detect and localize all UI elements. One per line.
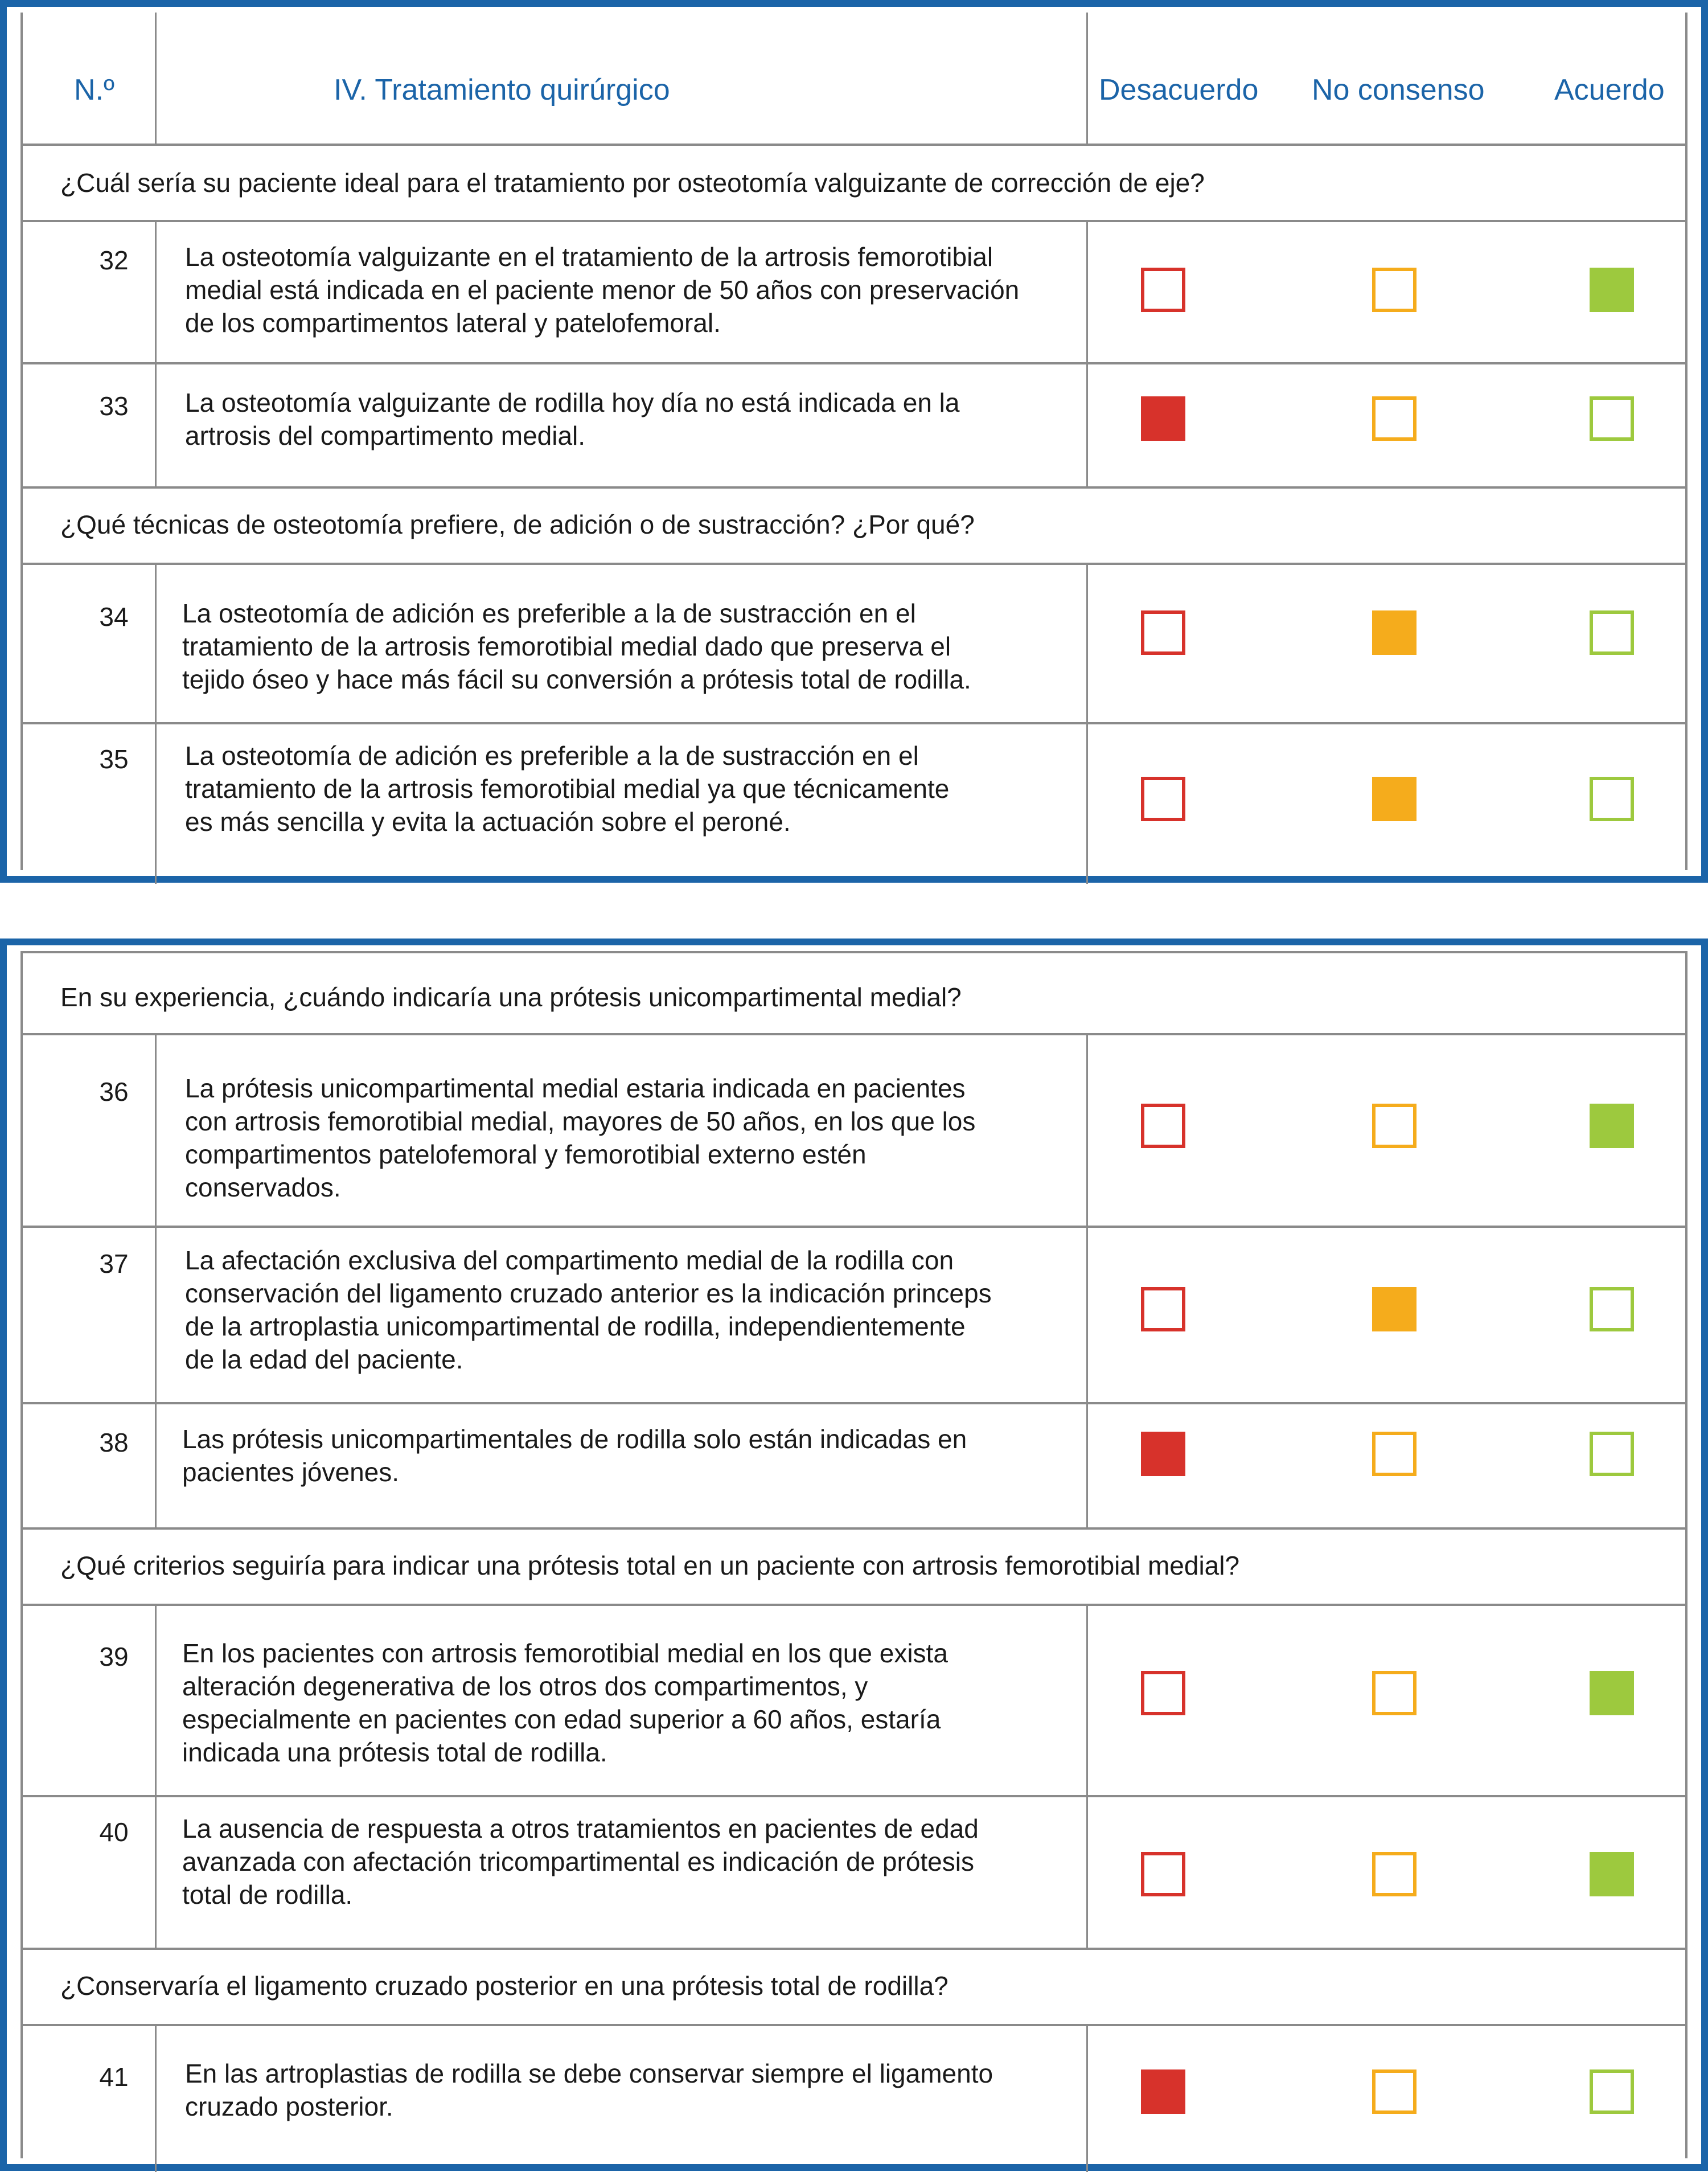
agree-checkbox[interactable] bbox=[1590, 2069, 1634, 2114]
col-divider bbox=[1086, 220, 1088, 486]
statement-number: 39 bbox=[99, 1642, 129, 1671]
statement-text: La prótesis unicompartimental medial estaria indicada en pacientes con artrosis femorotibial medial, mayores de 50 años, en los que los compartimentos patelofemoral y femorotibial externo estén conservados. bbox=[185, 1073, 976, 1202]
row-divider bbox=[23, 1527, 1685, 1530]
row-divider bbox=[23, 722, 1685, 724]
disagree-checkbox[interactable] bbox=[1141, 396, 1185, 441]
disagree-checkbox[interactable] bbox=[1141, 2069, 1185, 2114]
statement-number: 38 bbox=[99, 1428, 129, 1457]
col-divider bbox=[155, 2024, 157, 2172]
statement-number: 34 bbox=[99, 602, 129, 632]
section-question: ¿Cuál sería su paciente ideal para el tratamiento por osteotomía valguizante de corrección de eje? bbox=[60, 168, 1205, 198]
no-consensus-checkbox[interactable] bbox=[1372, 396, 1417, 441]
statement-text: En las artroplastias de rodilla se debe conservar siempre el ligamento cruzado posterior. bbox=[185, 2059, 993, 2121]
statement-number: 40 bbox=[99, 1817, 129, 1847]
agree-checkbox[interactable] bbox=[1590, 1671, 1634, 1715]
row-divider bbox=[23, 144, 1685, 146]
no-consensus-checkbox[interactable] bbox=[1372, 1852, 1417, 1896]
disagree-checkbox[interactable] bbox=[1141, 1432, 1185, 1476]
row-divider bbox=[23, 563, 1685, 565]
row-divider bbox=[23, 1795, 1685, 1797]
no-consensus-checkbox[interactable] bbox=[1372, 268, 1417, 312]
table-panel-2 bbox=[0, 939, 1708, 2171]
table-panel-1-inner bbox=[20, 13, 1688, 870]
column-header-disagree: Desacuerdo bbox=[1099, 73, 1259, 106]
row-divider bbox=[23, 486, 1685, 489]
row-divider bbox=[23, 2024, 1685, 2026]
no-consensus-checkbox[interactable] bbox=[1372, 1432, 1417, 1476]
row-divider bbox=[23, 1033, 1685, 1035]
row-divider bbox=[23, 1402, 1685, 1404]
row-divider bbox=[23, 362, 1685, 364]
disagree-checkbox[interactable] bbox=[1141, 1104, 1185, 1148]
disagree-checkbox[interactable] bbox=[1141, 1287, 1185, 1331]
statement-text: La osteotomía de adición es preferible a la de sustracción en el tratamiento de la artrosis femorotibial medial ya que técnicamente es más sencilla y evita la actuación sobre el peroné. bbox=[185, 741, 950, 837]
agree-checkbox[interactable] bbox=[1590, 610, 1634, 655]
col-divider bbox=[1086, 2024, 1088, 2172]
statement-number: 37 bbox=[99, 1249, 129, 1278]
statement-text: Las prótesis unicompartimentales de rodilla solo están indicadas en pacientes jóvenes. bbox=[182, 1424, 967, 1487]
table-panel-1 bbox=[0, 0, 1708, 883]
table-title: IV. Tratamiento quirúrgico bbox=[334, 73, 670, 106]
col-divider bbox=[1086, 1604, 1088, 1948]
statement-number: 41 bbox=[99, 2062, 129, 2092]
table-panel-2-inner bbox=[20, 951, 1688, 2158]
disagree-checkbox[interactable] bbox=[1141, 1852, 1185, 1896]
col-divider bbox=[1086, 13, 1088, 144]
statement-text: La afectación exclusiva del compartimento medial de la rodilla con conservación del ligamento cruzado anterior es la indicación princeps de la artroplastia unicompartimental de rodilla, independientemente de la edad del paciente. bbox=[185, 1245, 992, 1374]
statement-number: 33 bbox=[99, 391, 129, 421]
disagree-checkbox[interactable] bbox=[1141, 268, 1185, 312]
agree-checkbox[interactable] bbox=[1590, 1287, 1634, 1331]
row-divider bbox=[23, 1226, 1685, 1228]
row-divider bbox=[23, 1604, 1685, 1606]
statement-number: 32 bbox=[99, 245, 129, 275]
agree-checkbox[interactable] bbox=[1590, 396, 1634, 441]
agree-checkbox[interactable] bbox=[1590, 1432, 1634, 1476]
agree-checkbox[interactable] bbox=[1590, 1852, 1634, 1896]
statement-text: La osteotomía valguizante en el tratamiento de la artrosis femorotibial medial está indicada en el paciente menor de 50 años con preservación de los compartimentos lateral y patelofemoral. bbox=[185, 242, 1020, 338]
agree-checkbox[interactable] bbox=[1590, 268, 1634, 312]
statement-text: La osteotomía de adición es preferible a la de sustracción en el tratamiento de la artrosis femorotibial medial dado que preserva el tejido óseo y hace más fácil su conversión a prótesis total de rodilla. bbox=[182, 599, 971, 694]
col-divider bbox=[155, 13, 157, 144]
column-header-no-consensus: No consenso bbox=[1312, 73, 1485, 106]
agree-checkbox[interactable] bbox=[1590, 777, 1634, 821]
no-consensus-checkbox[interactable] bbox=[1372, 1671, 1417, 1715]
disagree-checkbox[interactable] bbox=[1141, 1671, 1185, 1715]
statement-text: En los pacientes con artrosis femorotibial medial en los que exista alteración degenerativa de los otros dos compartimentos, y especialmente en pacientes con edad superior a 60 años, estaría indicada una prótesis total de rodilla. bbox=[182, 1638, 948, 1767]
disagree-checkbox[interactable] bbox=[1141, 777, 1185, 821]
statement-text: La ausencia de respuesta a otros tratamientos en pacientes de edad avanzada con afectación tricompartimental es indicación de prótesis total de rodilla. bbox=[182, 1814, 979, 1909]
column-header-agree: Acuerdo bbox=[1554, 73, 1665, 106]
statement-number: 35 bbox=[99, 744, 129, 774]
section-question: ¿Qué criterios seguiría para indicar una prótesis total en un paciente con artrosis femorotibial medial? bbox=[60, 1551, 1240, 1580]
disagree-checkbox[interactable] bbox=[1141, 610, 1185, 655]
row-divider bbox=[23, 951, 1685, 953]
no-consensus-checkbox[interactable] bbox=[1372, 1104, 1417, 1148]
agree-checkbox[interactable] bbox=[1590, 1104, 1634, 1148]
section-question: ¿Qué técnicas de osteotomía prefiere, de adición o de sustracción? ¿Por qué? bbox=[60, 510, 975, 539]
section-question: ¿Conservaría el ligamento cruzado posterior en una prótesis total de rodilla? bbox=[60, 1971, 949, 2001]
col-divider bbox=[1086, 563, 1088, 884]
statement-text: La osteotomía valguizante de rodilla hoy día no está indicada en la artrosis del compartimento medial. bbox=[185, 388, 960, 450]
col-divider bbox=[1086, 1033, 1088, 1527]
no-consensus-checkbox[interactable] bbox=[1372, 777, 1417, 821]
no-consensus-checkbox[interactable] bbox=[1372, 1287, 1417, 1331]
section-question: En su experiencia, ¿cuándo indicaría una prótesis unicompartimental medial? bbox=[60, 982, 962, 1012]
row-divider bbox=[23, 1948, 1685, 1950]
row-divider bbox=[23, 220, 1685, 222]
column-header-number: N.º bbox=[74, 73, 114, 106]
no-consensus-checkbox[interactable] bbox=[1372, 2069, 1417, 2114]
no-consensus-checkbox[interactable] bbox=[1372, 610, 1417, 655]
statement-number: 36 bbox=[99, 1077, 129, 1107]
